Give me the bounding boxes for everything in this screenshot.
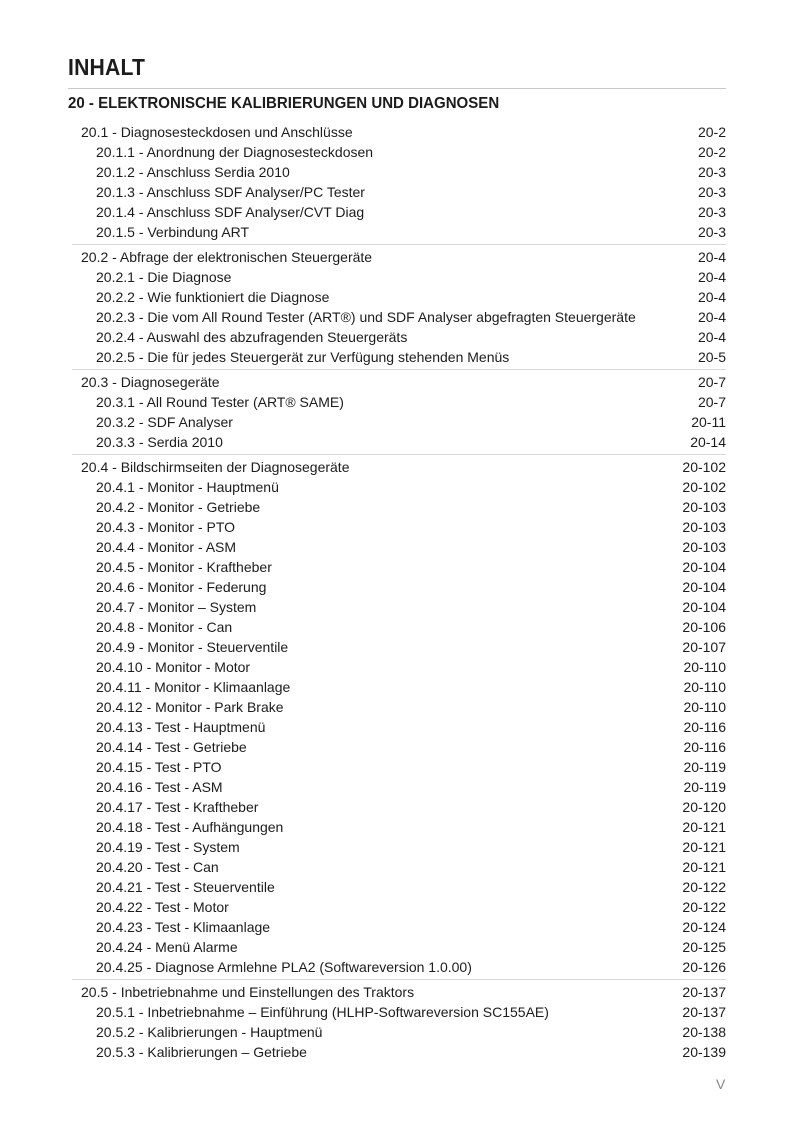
toc-subsection-entry[interactable] bbox=[72, 797, 726, 817]
toc-entry-page: 20-137 bbox=[682, 984, 726, 1000]
toc-subsection-entry[interactable] bbox=[72, 432, 726, 452]
toc-subsection-entry[interactable] bbox=[72, 597, 726, 617]
toc-subsection-entry[interactable] bbox=[72, 307, 726, 327]
toc-subsection-entry[interactable] bbox=[72, 917, 726, 937]
toc-entry-page: 20-7 bbox=[697, 374, 726, 390]
toc-section bbox=[72, 979, 726, 1062]
toc-subsection-entry[interactable] bbox=[72, 1022, 726, 1042]
toc-subsection-entry[interactable] bbox=[72, 897, 726, 917]
toc-entry-label: 20.4.13 - Test - Hauptmenü bbox=[96, 719, 266, 735]
toc-entry-label: 20.3 - Diagnosegeräte bbox=[81, 374, 220, 390]
page-title: INHALT bbox=[68, 54, 146, 80]
toc-entry-label: 20.4.8 - Monitor - Can bbox=[96, 619, 233, 635]
toc-entry-label: 20.5 - Inbetriebnahme und Einstellungen des Traktors bbox=[81, 984, 415, 1000]
toc-entry-page: 20-116 bbox=[683, 719, 726, 735]
toc-entry-page: 20-120 bbox=[682, 799, 726, 815]
toc-entry-label: 20.4.4 - Monitor - ASM bbox=[96, 539, 237, 555]
toc-entry-label: 20.4.19 - Test - System bbox=[96, 839, 240, 855]
toc-subsection-entry[interactable] bbox=[72, 757, 726, 777]
toc-subsection-entry[interactable] bbox=[72, 637, 726, 657]
toc-entry-label: 20.3.2 - SDF Analyser bbox=[96, 414, 233, 430]
toc-entry-label: 20.2.2 - Wie funktioniert die Diagnose bbox=[96, 289, 330, 305]
toc-subsection-entry[interactable] bbox=[72, 737, 726, 757]
toc-entry-label: 20.4 - Bildschirmseiten der Diagnosegeräte bbox=[81, 459, 350, 475]
toc-subsection-entry[interactable] bbox=[72, 477, 726, 497]
toc-subsection-entry[interactable] bbox=[72, 777, 726, 797]
toc-entry-label: 20.4.2 - Monitor - Getriebe bbox=[96, 499, 261, 515]
toc-entry-label: 20.4.12 - Monitor - Park Brake bbox=[96, 699, 284, 715]
toc-entry-label: 20.4.5 - Monitor - Kraftheber bbox=[96, 559, 272, 575]
toc-subsection-entry[interactable] bbox=[72, 347, 726, 367]
toc-subsection-entry[interactable] bbox=[72, 162, 726, 182]
toc-subsection-entry[interactable] bbox=[72, 1002, 726, 1022]
toc-entry-page: 20-7 bbox=[697, 394, 726, 410]
toc-entry-page: 20-4 bbox=[697, 289, 726, 305]
toc-entry-label: 20.4.20 - Test - Can bbox=[96, 859, 219, 875]
toc-entry-label: 20.1.3 - Anschluss SDF Analyser/PC Tester bbox=[96, 184, 365, 200]
toc-subsection-entry[interactable] bbox=[72, 677, 726, 697]
toc-entry-label: 20.4.9 - Monitor - Steuerventile bbox=[96, 639, 289, 655]
toc-entry-label: 20.4.16 - Test - ASM bbox=[96, 779, 223, 795]
toc-entry-label: 20.4.21 - Test - Steuerventile bbox=[96, 879, 275, 895]
toc-subsection-entry[interactable] bbox=[72, 697, 726, 717]
title-divider bbox=[68, 88, 726, 89]
toc-entry-label: 20.4.11 - Monitor - Klimaanlage bbox=[96, 679, 291, 695]
toc-entry-page: 20-110 bbox=[683, 699, 726, 715]
toc-entry-label: 20.4.10 - Monitor - Motor bbox=[96, 659, 251, 675]
toc-entry-page: 20-2 bbox=[697, 144, 726, 160]
toc-entry-page: 20-116 bbox=[683, 739, 726, 755]
toc-entry-page: 20-106 bbox=[682, 619, 726, 635]
toc-subsection-entry[interactable] bbox=[72, 817, 726, 837]
toc-entry-page: 20-4 bbox=[697, 329, 726, 345]
toc-entry-label: 20.1 - Diagnosesteckdosen und Anschlüsse bbox=[81, 124, 353, 140]
toc-entry-label: 20.2.1 - Die Diagnose bbox=[96, 269, 232, 285]
toc-section bbox=[72, 122, 726, 242]
toc-section bbox=[72, 369, 726, 452]
toc-entry-label: 20.2.3 - Die vom All Round Tester (ART®) und SDF Analyser abgefragten Steuergeräte bbox=[96, 309, 636, 325]
toc-subsection-entry[interactable] bbox=[72, 877, 726, 897]
toc-entry-page: 20-121 bbox=[682, 819, 726, 835]
toc-entry-label: 20.4.23 - Test - Klimaanlage bbox=[96, 919, 271, 935]
toc-entry-page: 20-102 bbox=[682, 479, 726, 495]
toc-subsection-entry[interactable] bbox=[72, 717, 726, 737]
toc-entry-label: 20.4.15 - Test - PTO bbox=[96, 759, 222, 775]
toc-entry-label: 20.4.14 - Test - Getriebe bbox=[96, 739, 247, 755]
toc-entry-label: 20.1.2 - Anschluss Serdia 2010 bbox=[96, 164, 290, 180]
toc-entry-label: 20.4.7 - Monitor – System bbox=[96, 599, 257, 615]
toc-subsection-entry[interactable] bbox=[72, 287, 726, 307]
toc-entry-page: 20-4 bbox=[697, 309, 726, 325]
toc-subsection-entry[interactable] bbox=[72, 837, 726, 857]
toc-entry-label: 20.1.1 - Anordnung der Diagnosesteckdosen bbox=[96, 144, 374, 160]
toc-entry-page: 20-138 bbox=[682, 1024, 726, 1040]
toc-subsection-entry[interactable] bbox=[72, 182, 726, 202]
toc-subsection-entry[interactable] bbox=[72, 222, 726, 242]
toc-subsection-entry[interactable] bbox=[72, 327, 726, 347]
toc-entry-page: 20-104 bbox=[682, 599, 726, 615]
toc-subsection-entry[interactable] bbox=[72, 267, 726, 287]
table-of-contents bbox=[0, 120, 794, 1062]
toc-subsection-entry[interactable] bbox=[72, 557, 726, 577]
toc-entry-page: 20-103 bbox=[682, 539, 726, 555]
toc-entry-label: 20.4.18 - Test - Aufhängungen bbox=[96, 819, 284, 835]
toc-entry-page: 20-107 bbox=[682, 639, 726, 655]
toc-entry-page: 20-139 bbox=[682, 1044, 726, 1060]
toc-section bbox=[72, 244, 726, 367]
toc-entry-page: 20-104 bbox=[682, 559, 726, 575]
toc-entry-page: 20-11 bbox=[691, 414, 726, 430]
toc-entry-label: 20.5.3 - Kalibrierungen – Getriebe bbox=[96, 1044, 307, 1060]
toc-entry-label: 20.1.4 - Anschluss SDF Analyser/CVT Diag bbox=[96, 204, 365, 220]
toc-entry-page: 20-125 bbox=[682, 939, 726, 955]
toc-entry-label: 20.4.1 - Monitor - Hauptmenü bbox=[96, 479, 279, 495]
toc-entry-label: 20.3.1 - All Round Tester (ART® SAME) bbox=[96, 394, 344, 410]
toc-section-entry[interactable] bbox=[72, 122, 726, 142]
toc-section bbox=[72, 454, 726, 977]
toc-subsection-entry[interactable] bbox=[72, 412, 726, 432]
toc-entry-page: 20-2 bbox=[697, 124, 726, 140]
toc-entry-page: 20-122 bbox=[682, 879, 726, 895]
toc-entry-page: 20-124 bbox=[682, 919, 726, 935]
toc-entry-page: 20-119 bbox=[683, 779, 726, 795]
toc-section-entry[interactable] bbox=[72, 982, 726, 1002]
toc-subsection-entry[interactable] bbox=[72, 1042, 726, 1062]
toc-entry-page: 20-122 bbox=[682, 899, 726, 915]
toc-subsection-entry[interactable] bbox=[72, 142, 726, 162]
toc-subsection-entry[interactable] bbox=[72, 657, 726, 677]
toc-subsection-entry[interactable] bbox=[72, 517, 726, 537]
toc-entry-page: 20-5 bbox=[697, 349, 726, 365]
toc-subsection-entry[interactable] bbox=[72, 957, 726, 977]
toc-entry-label: 20.2.5 - Die für jedes Steuergerät zur Verfügung stehenden Menüs bbox=[96, 349, 510, 365]
toc-entry-label: 20.4.22 - Test - Motor bbox=[96, 899, 229, 915]
toc-entry-page: 20-3 bbox=[697, 204, 726, 220]
toc-entry-page: 20-3 bbox=[697, 224, 726, 240]
toc-entry-page: 20-3 bbox=[697, 184, 726, 200]
toc-subsection-entry[interactable] bbox=[72, 577, 726, 597]
toc-section-entry[interactable] bbox=[72, 247, 726, 267]
toc-entry-label: 20.4.24 - Menü Alarme bbox=[96, 939, 238, 955]
toc-entry-page: 20-110 bbox=[683, 659, 726, 675]
page-number: V bbox=[716, 1076, 726, 1092]
toc-subsection-entry[interactable] bbox=[72, 937, 726, 957]
toc-entry-label: 20.5.1 - Inbetriebnahme – Einführung (HLHP-Softwareversion SC155AE) bbox=[96, 1004, 549, 1020]
toc-subsection-entry[interactable] bbox=[72, 857, 726, 877]
toc-entry-page: 20-137 bbox=[682, 1004, 726, 1020]
toc-entry-page: 20-121 bbox=[682, 839, 726, 855]
toc-subsection-entry[interactable] bbox=[72, 497, 726, 517]
toc-entry-label: 20.5.2 - Kalibrierungen - Hauptmenü bbox=[96, 1024, 323, 1040]
toc-entry-page: 20-4 bbox=[697, 249, 726, 265]
toc-entry-page: 20-104 bbox=[682, 579, 726, 595]
toc-entry-page: 20-110 bbox=[683, 679, 726, 695]
toc-entry-page: 20-103 bbox=[682, 499, 726, 515]
toc-entry-label: 20.4.3 - Monitor - PTO bbox=[96, 519, 236, 535]
toc-entry-page: 20-4 bbox=[697, 269, 726, 285]
toc-entry-label: 20.3.3 - Serdia 2010 bbox=[96, 434, 223, 450]
chapter-title: 20 - ELEKTRONISCHE KALIBRIERUNGEN UND DIAGNOSEN bbox=[68, 95, 500, 112]
toc-subsection-entry[interactable] bbox=[72, 202, 726, 222]
toc-entry-label: 20.4.17 - Test - Kraftheber bbox=[96, 799, 259, 815]
toc-entry-page: 20-3 bbox=[697, 164, 726, 180]
toc-entry-label: 20.2.4 - Auswahl des abzufragenden Steuergeräts bbox=[96, 329, 408, 345]
toc-entry-label: 20.2 - Abfrage der elektronischen Steuergeräte bbox=[81, 249, 373, 265]
toc-entry-label: 20.4.25 - Diagnose Armlehne PLA2 (Softwareversion 1.0.00) bbox=[96, 959, 472, 975]
toc-section-entry[interactable] bbox=[72, 372, 726, 392]
toc-entry-page: 20-103 bbox=[682, 519, 726, 535]
toc-subsection-entry[interactable] bbox=[72, 392, 726, 412]
toc-section-entry[interactable] bbox=[72, 457, 726, 477]
toc-entry-page: 20-119 bbox=[683, 759, 726, 775]
toc-entry-label: 20.4.6 - Monitor - Federung bbox=[96, 579, 267, 595]
toc-entry-page: 20-126 bbox=[682, 959, 726, 975]
toc-subsection-entry[interactable] bbox=[72, 617, 726, 637]
toc-entry-page: 20-14 bbox=[690, 434, 726, 450]
toc-entry-label: 20.1.5 - Verbindung ART bbox=[96, 224, 250, 240]
toc-subsection-entry[interactable] bbox=[72, 537, 726, 557]
toc-entry-page: 20-121 bbox=[682, 859, 726, 875]
toc-entry-page: 20-102 bbox=[682, 459, 726, 475]
